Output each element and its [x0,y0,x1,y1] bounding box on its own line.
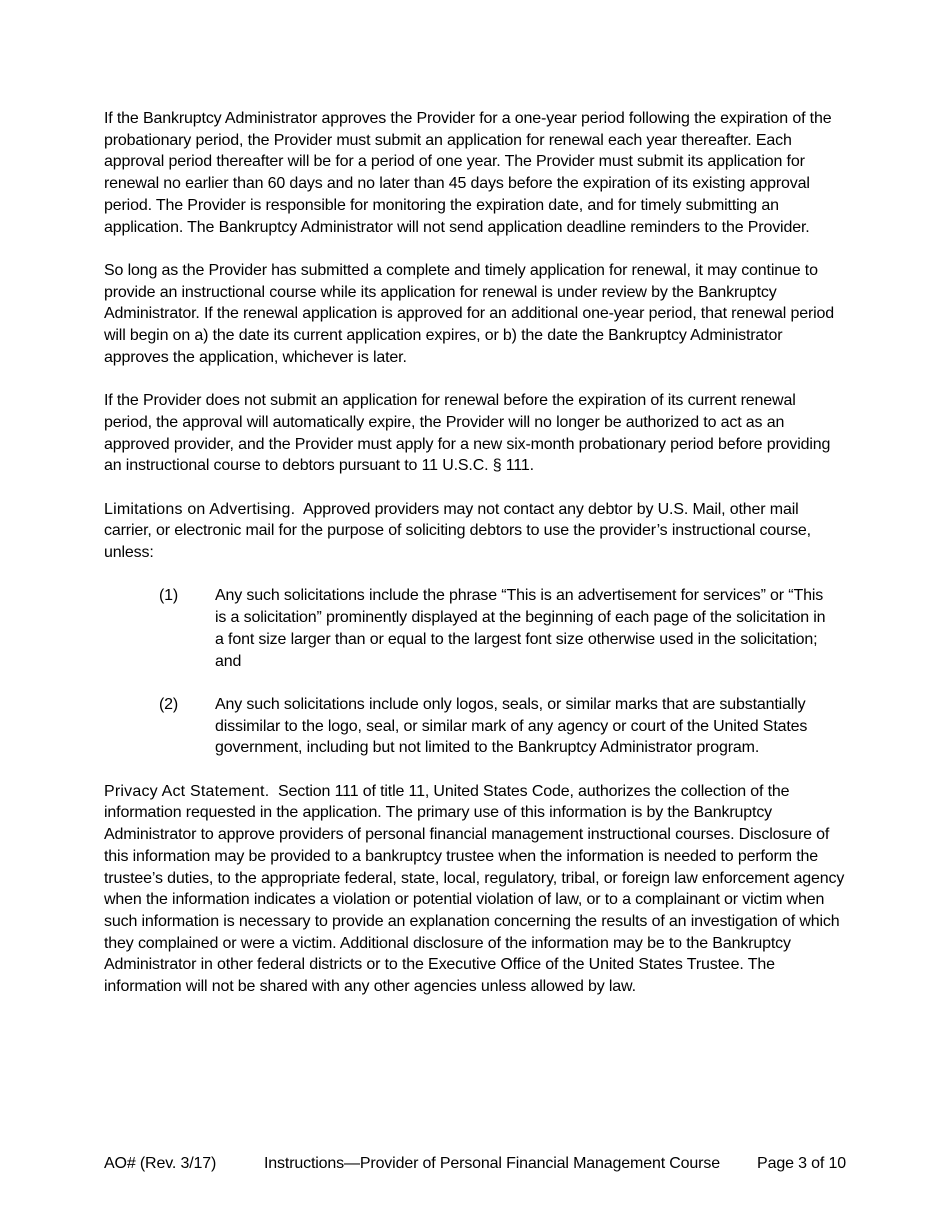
advertising-section [104,499,846,564]
list-item-text: Any such solicitations include the phrase “This is an advertisement for services” or “This is a solicitation” prominently displayed at the beginning of each page of the solicitation in a font size larger than or equal to the largest font size otherwise used in the solicitation; and [215,587,826,670]
advertising-heading: Limitations on Advertising. [104,500,296,518]
list-item [104,585,846,672]
footer-page-number: Page 3 of 10 [757,1155,846,1172]
paragraph-renewal-annual: If the Bankruptcy Administrator approves the Provider for a one-year period following the expiration of the probationary period, the Provider must submit an application for renewal each year thereafter. Each approval period thereafter will be for a period of one year. The Provider must submit its application for renewal no earlier than 60 days and no later than 45 days before the expiration of its existing approval period. The Provider is responsible for monitoring the expiration date, and for timely submitting an application. The Bankruptcy Administrator will not send application deadline reminders to the Provider. [104,110,832,236]
privacy-body: Section 111 of title 11, United States Code, authorizes the collection of the information requested in the application. The primary use of this information is by the Bankruptcy Administrator to approve providers of personal financial management instructional courses. Disclosure of this information may be provided to a bankruptcy trustee when the information is needed to perform the trustee’s duties, to the appropriate federal, state, local, regulatory, tribal, or foreign law enforcement agency when the information indicates a violation or potential violation of law, or to a complainant or victim when such information is necessary to provide an explanation concerning the results of an investigation of which they complained or were a victim. Additional disclosure of the information may be to the Bankruptcy Administrator in other federal districts or to the Executive Office of the United States Trustee. The information will not be shared with any other agencies unless allowed by law. [104,782,845,996]
footer-form-id: AO# (Rev. 3/17) [104,1155,217,1172]
list-item [104,694,846,759]
footer-document-title: Instructions—Provider of Personal Financial Management Course [264,1155,720,1172]
paragraph-renewal-expire: If the Provider does not submit an application for renewal before the expiration of its current renewal period, the approval will automatically expire, the Provider will no longer be authorized to act as an approved provider, and the Provider must apply for a new six-month probationary period before providing an instructional course to debtors pursuant to 11 U.S.C. § 111. [104,392,831,475]
paragraph-renewal-review: So long as the Provider has submitted a complete and timely application for renewal, it may continue to provide an instructional course while its application for renewal is under review by the Bankruptcy Administrator. If the renewal application is approved for an additional one-year period, that renewal period will begin on a) the date its current application expires, or b) the date the Bankruptcy Administrator approves the application, whichever is later. [104,261,835,366]
list-item-text: Any such solicitations include only logos, seals, or similar marks that are substantially dissimilar to the logo, seal, or similar mark of any agency or court of the United States government, including but not limited to the Bankruptcy Administrator program. [215,695,808,757]
document-body [104,108,846,1019]
list-item-number: (1) [159,587,179,605]
page-footer [104,1153,846,1175]
list-item-number: (2) [159,695,179,713]
privacy-heading: Privacy Act Statement. [104,782,270,800]
privacy-section [104,781,846,998]
advertising-intro: Approved providers may not contact any debtor by U.S. Mail, other mail carrier, or electronic mail for the purpose of soliciting debtors to use the provider’s instructional course, unless: [104,500,811,562]
